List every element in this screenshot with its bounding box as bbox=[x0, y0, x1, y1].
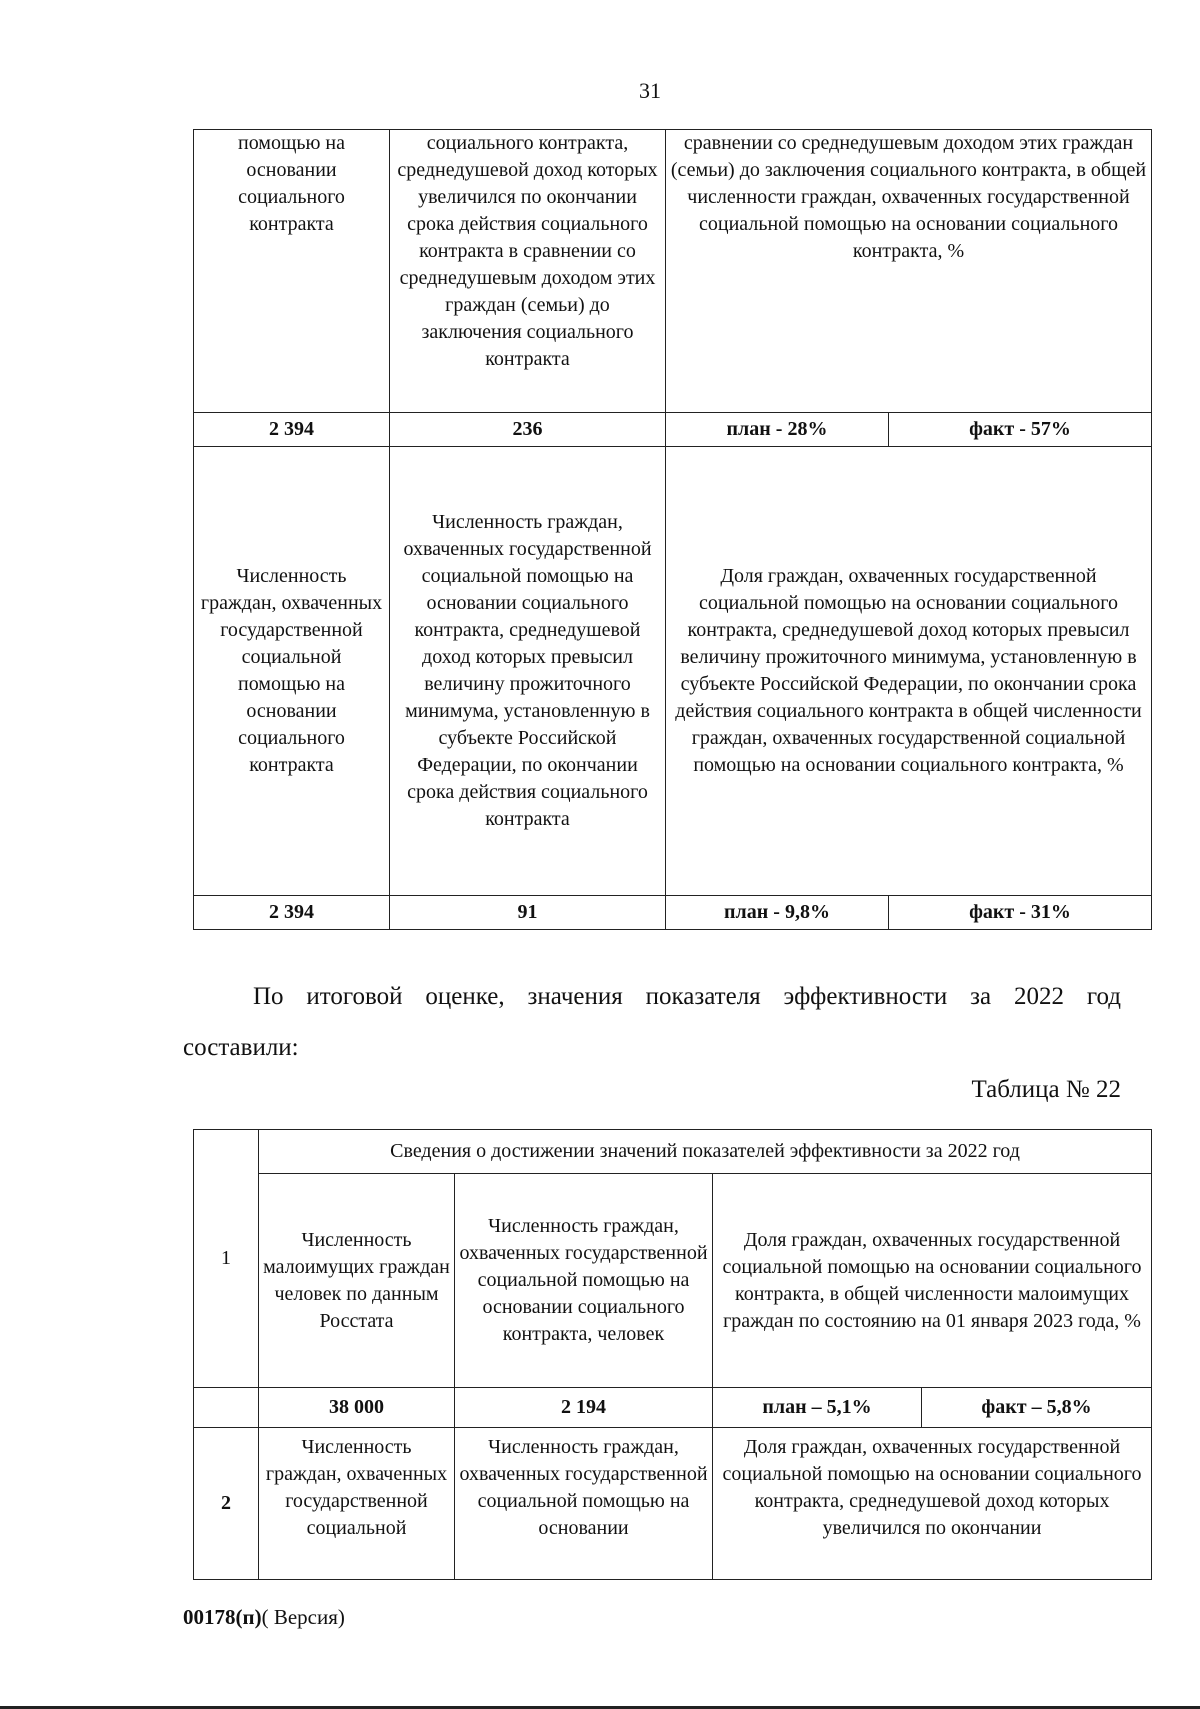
fact-cell: факт - 31% bbox=[889, 896, 1152, 930]
value-cell: 2 194 bbox=[455, 1388, 713, 1428]
plan-cell: план - 9,8% bbox=[666, 896, 889, 930]
summary-paragraph bbox=[183, 980, 1121, 1065]
value-cell: 91 bbox=[390, 896, 666, 930]
table-row bbox=[194, 447, 1152, 896]
row-number: 1 bbox=[194, 1130, 259, 1388]
table-row bbox=[194, 1428, 1152, 1580]
plan-cell: план – 5,1% bbox=[713, 1388, 922, 1428]
table-header: Сведения о достижении значений показателей эффективности за 2022 год bbox=[259, 1130, 1152, 1174]
table-cell: Доля граждан, охваченных государственной социальной помощью на основании социального контракта, среднедушевой доход которых увеличился по окончании bbox=[713, 1428, 1152, 1580]
table-cell: помощью на основании социального контракта bbox=[194, 130, 390, 413]
table-row bbox=[194, 1174, 1152, 1388]
table-cell: Доля граждан, охваченных государственной социальной помощью на основании социального контракта, в общей численности малоимущих граждан по состоянию на 01 января 2023 года, % bbox=[713, 1174, 1152, 1388]
table-row bbox=[194, 1130, 1152, 1174]
plan-cell: план - 28% bbox=[666, 413, 889, 447]
table-cell: Численность граждан, охваченных государственной социальной помощью на основании bbox=[455, 1428, 713, 1580]
page-number: 31 bbox=[639, 78, 661, 103]
table-cell: сравнении со среднедушевым доходом этих граждан (семьи) до заключения социального контракта, в общей численности граждан, охваченных государственной социальной помощью на основании социального контракта, % bbox=[666, 130, 1152, 413]
efficiency-indicators-table bbox=[193, 1129, 1152, 1580]
table-row bbox=[194, 896, 1152, 930]
table-cell: Численность граждан, охваченных государственной социальной bbox=[259, 1428, 455, 1580]
indicators-table-continued bbox=[193, 129, 1152, 930]
fact-cell: факт – 5,8% bbox=[922, 1388, 1152, 1428]
document-version: ( Версия) bbox=[261, 1605, 345, 1629]
empty-cell bbox=[194, 1388, 259, 1428]
value-cell: 2 394 bbox=[194, 413, 390, 447]
fact-cell: факт - 57% bbox=[889, 413, 1152, 447]
table-row bbox=[194, 130, 1152, 413]
document-code bbox=[183, 1605, 345, 1630]
paragraph-line: По итоговой оценке, значения показателя эффективности за 2022 год bbox=[253, 983, 1121, 1010]
table-cell: Численность граждан, охваченных государственной социальной помощью на основании социального контракта bbox=[194, 447, 390, 896]
paragraph-line: составили: bbox=[183, 1034, 299, 1061]
value-cell: 38 000 bbox=[259, 1388, 455, 1428]
table-cell: Доля граждан, охваченных государственной социальной помощью на основании социального контракта, среднедушевой доход которых превысил величину прожиточного минимума, установленную в субъекте Российской Федерации, по окончании срока действия социального контракта в общей численности граждан, охваченных государственной социальной помощью на основании социального контракта, % bbox=[666, 447, 1152, 896]
table-row bbox=[194, 413, 1152, 447]
document-code-number: 00178(п) bbox=[183, 1605, 262, 1629]
value-cell: 236 bbox=[390, 413, 666, 447]
row-number: 2 bbox=[194, 1428, 259, 1580]
table-cell: Численность малоимущих граждан человек по данным Росстата bbox=[259, 1174, 455, 1388]
table-cell: Численность граждан, охваченных государственной социальной помощью на основании социального контракта, среднедушевой доход которых превысил величину прожиточного минимума, установленную в субъекте Российской Федерации, по окончании срока действия социального контракта bbox=[390, 447, 666, 896]
table-row bbox=[194, 1388, 1152, 1428]
table-cell: социального контракта, среднедушевой доход которых увеличился по окончании срока действия социального контракта в сравнении со среднедушевым доходом этих граждан (семьи) до заключения социального контракта bbox=[390, 130, 666, 413]
table-cell: Численность граждан, охваченных государственной социальной помощью на основании социального контракта, человек bbox=[455, 1174, 713, 1388]
table-caption: Таблица № 22 bbox=[971, 1076, 1121, 1103]
value-cell: 2 394 bbox=[194, 896, 390, 930]
